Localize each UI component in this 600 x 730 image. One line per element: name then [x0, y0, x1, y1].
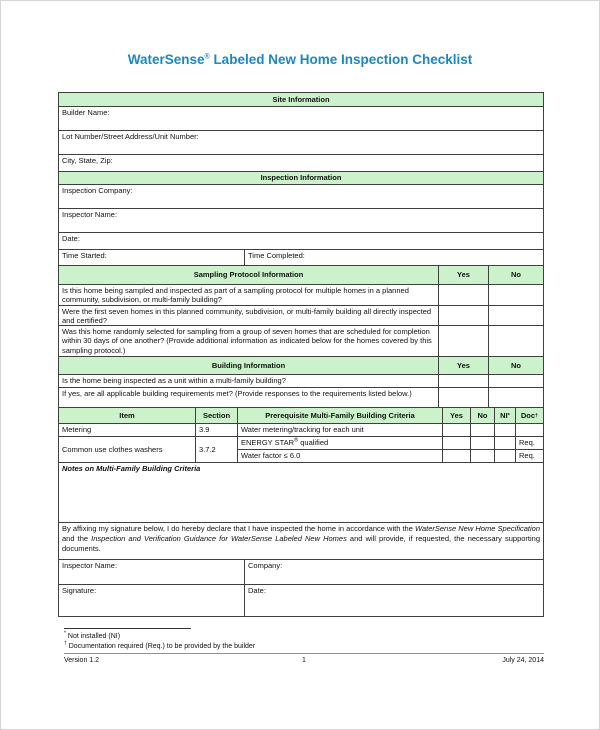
sampling-question-3-text: Was this home randomly selected for sampling from a group of seven homes that are scheduled for completion within 30 days of one another? (Provide additional information as indicated below for the homes covered by this sampling protocol.) — [62, 327, 432, 355]
builder-name-field[interactable] — [59, 107, 543, 130]
title-brand: WaterSense — [127, 52, 205, 67]
building-question-2-row — [59, 387, 543, 407]
building-no-column-header: No — [488, 357, 543, 374]
signature-date-label: Date: — [248, 586, 266, 595]
mf-col-criteria: Prerequisite Multi-Family Building Criteria — [237, 408, 442, 423]
time-row — [59, 249, 543, 265]
inspection-company-field[interactable] — [59, 185, 543, 208]
signature-inspector-name-field[interactable] — [59, 560, 244, 584]
time-started-label: Time Started: — [62, 251, 107, 260]
sampling-question-1-text: Is this home being sampled and inspected as part of a sampling protocol for multiple homes in a planned community, subdivision, or multi-family building? — [62, 286, 409, 305]
mf-metering-item: Metering — [62, 425, 92, 434]
mf-water-factor-ni-checkbox[interactable] — [494, 450, 515, 462]
signature-row — [59, 584, 543, 616]
page-title — [1, 52, 599, 67]
footnote-documentation: † Documentation required (Req.) to be provided by the builder — [64, 640, 256, 650]
inspector-name-label: Inspector Name: — [62, 210, 118, 219]
mf-metering-ni-checkbox[interactable] — [494, 424, 515, 436]
mf-col-section: Section — [195, 408, 237, 423]
sampling-yes-column-header: Yes — [438, 266, 488, 284]
footnote-divider — [64, 628, 191, 629]
signature-company-field[interactable] — [244, 560, 543, 584]
time-completed-field[interactable] — [244, 250, 543, 265]
title-rest: Labeled New Home Inspection Checklist — [209, 52, 473, 67]
sampling-question-3-yes-checkbox[interactable] — [438, 326, 488, 356]
inspection-information-header-row — [59, 171, 543, 184]
mf-water-factor-doc-req: Req. — [515, 450, 543, 462]
mf-energy-star-criteria: ENERGY STAR® qualified — [237, 437, 442, 449]
mf-row-metering — [59, 423, 543, 436]
date-field[interactable] — [59, 233, 543, 249]
signature-label: Signature: — [62, 586, 97, 595]
mf-col-no: No — [470, 408, 494, 423]
footer-date: July 24, 2014 — [502, 657, 544, 664]
inspector-name-row — [59, 208, 543, 232]
mf-metering-criteria: Water metering/tracking for each unit — [237, 424, 442, 436]
mf-washers-section: 3.7.2 — [195, 437, 237, 462]
time-completed-label: Time Completed: — [248, 251, 305, 260]
mf-washers-criteria-group — [237, 437, 543, 462]
city-state-zip-row — [59, 154, 543, 171]
notes-field[interactable] — [59, 463, 543, 522]
registered-trademark-icon: ® — [204, 53, 210, 61]
inspection-guidance-title: Inspection and Verification Guidance for WaterSense Labeled New Homes — [91, 533, 347, 543]
mf-row-clothes-washers — [59, 436, 543, 462]
city-state-zip-field[interactable] — [59, 155, 543, 171]
lot-number-label: Lot Number/Street Address/Unit Number: — [62, 132, 199, 141]
mf-water-factor-no-checkbox[interactable] — [470, 450, 494, 462]
sampling-question-1-no-checkbox[interactable] — [488, 285, 543, 305]
building-question-1-text: Is the home being inspected as a unit within a multi-family building? — [62, 376, 286, 385]
notes-label: Notes on Multi-Family Building Criteria — [62, 464, 201, 473]
lot-number-field[interactable] — [59, 131, 543, 154]
builder-name-label: Builder Name: — [62, 108, 110, 117]
mf-col-item: Item — [59, 408, 195, 423]
site-information-header-row — [59, 93, 543, 106]
mf-energy-star-no-checkbox[interactable] — [470, 437, 494, 449]
sampling-protocol-header-row — [59, 265, 543, 284]
time-started-field[interactable] — [59, 250, 244, 265]
mf-washers-energy-star-row — [237, 437, 543, 449]
lot-number-row — [59, 130, 543, 154]
declaration-text: By affixing my signature below, I do hereby declare that I have inspected the home in accordance with the WaterSense New Home Specification and the Inspection and Verification Guidance for WaterSense Labeled New Homes and will provide, if requested, the necessary supporting documents. — [62, 524, 541, 553]
mf-energy-star-doc-req: Req. — [515, 437, 543, 449]
sampling-question-2-row — [59, 305, 543, 325]
building-question-2-no-checkbox[interactable] — [488, 388, 543, 407]
declaration-row — [59, 522, 543, 559]
sampling-question-1-yes-checkbox[interactable] — [438, 285, 488, 305]
mf-washers-item: Common use clothes washers — [62, 444, 163, 454]
sampling-question-2-no-checkbox[interactable] — [488, 306, 543, 325]
mf-col-ni: NI * — [494, 408, 515, 423]
building-question-1-no-checkbox[interactable] — [488, 375, 543, 387]
mf-metering-yes-checkbox[interactable] — [442, 424, 470, 436]
sampling-question-2-yes-checkbox[interactable] — [438, 306, 488, 325]
building-question-2-yes-checkbox[interactable] — [438, 388, 488, 407]
notes-row — [59, 462, 543, 522]
inspection-company-row — [59, 184, 543, 208]
sampling-question-3-no-checkbox[interactable] — [488, 326, 543, 356]
building-question-1-row — [59, 374, 543, 387]
signature-date-field[interactable] — [244, 585, 543, 616]
checklist-table — [58, 92, 544, 617]
mf-water-factor-criteria: Water factor ≤ 6.0 — [237, 450, 442, 462]
signature-company-label: Company: — [248, 561, 283, 570]
sampling-question-2-text: Were the first seven homes in this planned community, subdivision, or multi-family building all directly inspected and certified? — [62, 307, 432, 325]
sampling-question-3-row — [59, 325, 543, 356]
sampling-no-column-header: No — [488, 266, 543, 284]
mf-water-factor-yes-checkbox[interactable] — [442, 450, 470, 462]
footer-page-number: 1 — [302, 657, 306, 664]
footnote-not-installed: * Not installed (NI) — [64, 630, 121, 640]
mf-washers-water-factor-row — [237, 449, 543, 462]
watersense-spec-title: WaterSense New Home Specification — [415, 524, 541, 533]
site-information-header: Site Information — [59, 93, 543, 106]
mf-table-header-row — [59, 407, 543, 423]
builder-name-row — [59, 106, 543, 130]
mf-metering-no-checkbox[interactable] — [470, 424, 494, 436]
signature-inspector-row — [59, 559, 543, 584]
footnotes — [64, 628, 255, 651]
sampling-protocol-header: Sampling Protocol Information — [59, 266, 438, 284]
inspection-information-header: Inspection Information — [59, 172, 543, 184]
sampling-question-1-row — [59, 284, 543, 305]
mf-col-yes: Yes — [442, 408, 470, 423]
building-question-1-yes-checkbox[interactable] — [438, 375, 488, 387]
building-information-header-row — [59, 356, 543, 374]
mf-col-doc: Doc † — [515, 408, 543, 423]
footer-version: Version 1.2 — [64, 657, 100, 664]
signature-inspector-name-label: Inspector Name: — [62, 561, 118, 570]
signature-field[interactable] — [59, 585, 244, 616]
building-information-header: Building Information — [59, 357, 438, 374]
building-question-2-text: If yes, are all applicable building requirements met? (Provide responses to the requirements listed below.) — [62, 389, 412, 398]
energy-star-registered-icon: ® — [294, 437, 299, 444]
inspector-name-field[interactable] — [59, 209, 543, 232]
building-yes-column-header: Yes — [438, 357, 488, 374]
mf-metering-section: 3.9 — [195, 424, 237, 436]
date-label: Date: — [62, 234, 80, 243]
date-row — [59, 232, 543, 249]
mf-metering-doc-cell[interactable] — [515, 424, 543, 436]
page-footer — [64, 653, 544, 664]
inspection-company-label: Inspection Company: — [62, 186, 133, 195]
mf-energy-star-ni-checkbox[interactable] — [494, 437, 515, 449]
mf-energy-star-yes-checkbox[interactable] — [442, 437, 470, 449]
city-state-zip-label: City, State, Zip: — [62, 156, 113, 165]
